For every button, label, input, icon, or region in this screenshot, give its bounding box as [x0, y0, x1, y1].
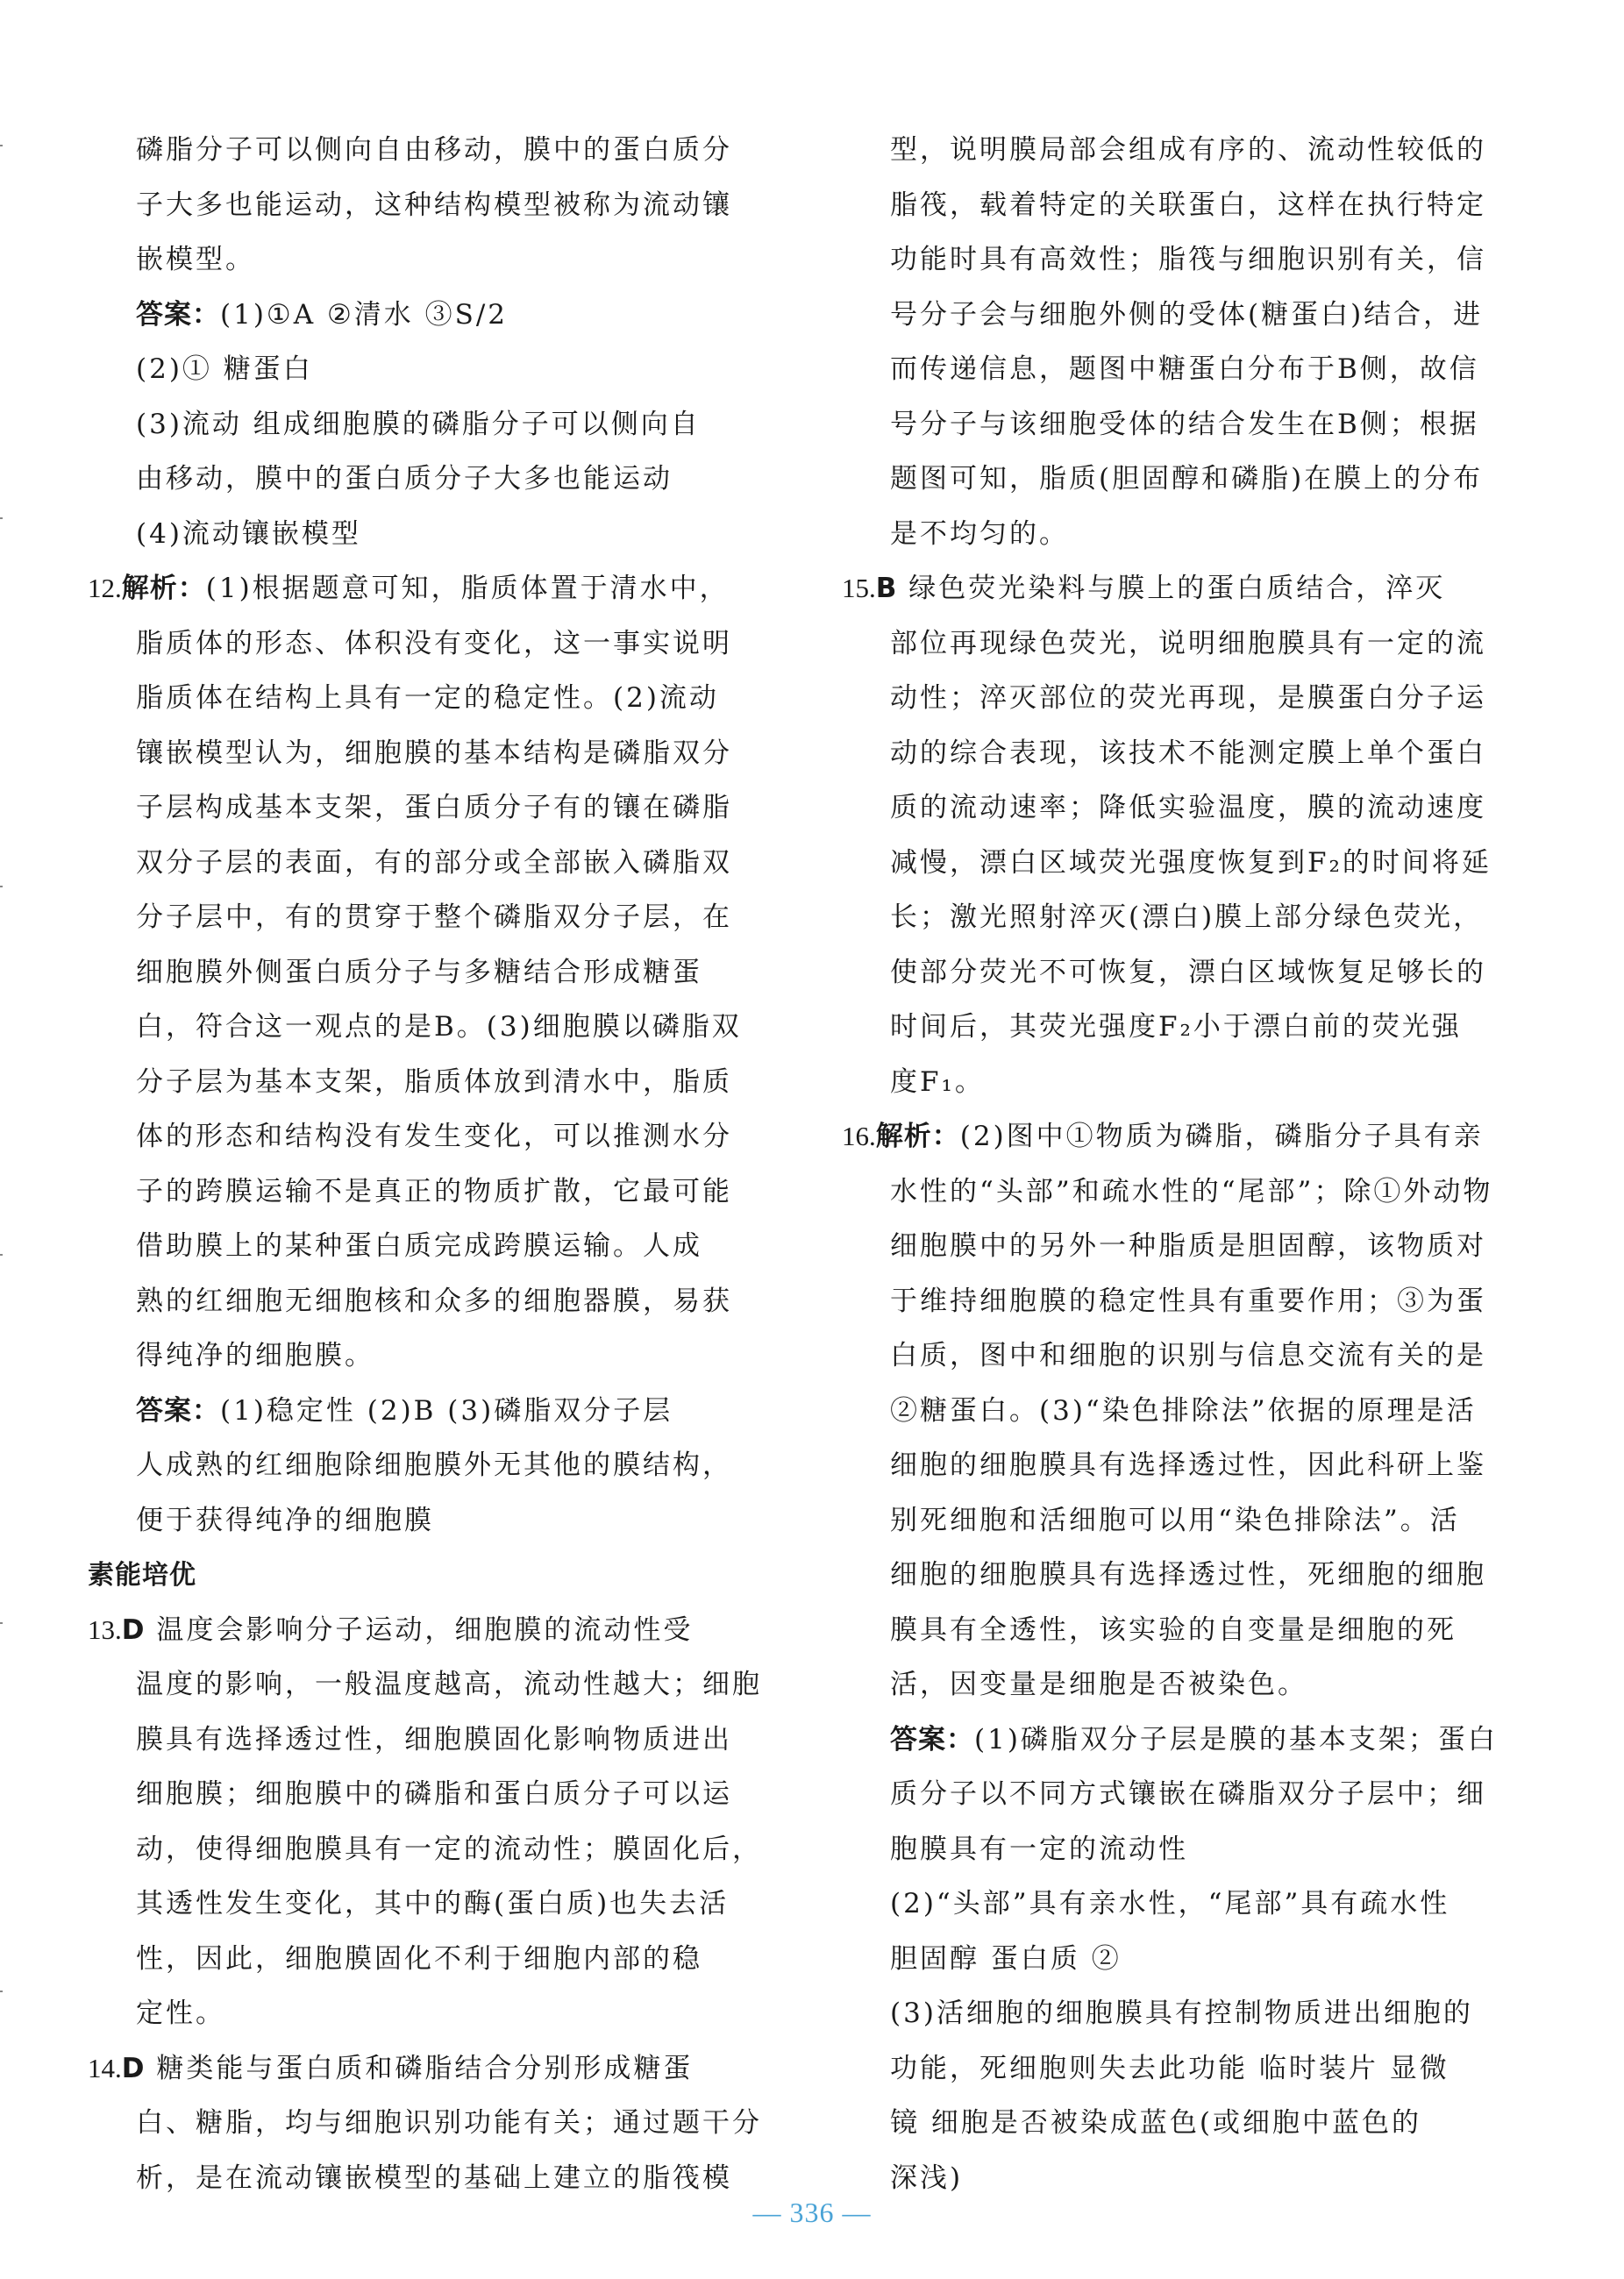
- text-line: [842, 1493, 1460, 1549]
- text-segment: 细胞膜；细胞膜中的磷脂和蛋白质分子可以运: [136, 1778, 732, 1810]
- text-line: [88, 1767, 732, 1822]
- text-line: [842, 1877, 1450, 1932]
- text-line: [88, 178, 732, 233]
- question-number: 13.: [88, 1613, 122, 1645]
- text-segment: 借助膜上的某种蛋白质完成跨膜运输。人成: [136, 1230, 702, 1262]
- text-segment: 胞膜具有一定的流动性: [890, 1833, 1188, 1865]
- text-segment: 度F₁。: [890, 1065, 985, 1098]
- text-line: [88, 561, 730, 616]
- left-column: [88, 123, 762, 2205]
- text-segment: (2)① 糖蛋白: [136, 353, 313, 385]
- text-segment: 而传递信息，题图中糖蛋白分布于B侧，故信: [890, 353, 1479, 385]
- text-line: [842, 1986, 1473, 2041]
- text-line: [88, 2096, 762, 2151]
- margin-mark: [0, 1991, 3, 1992]
- margin-mark: [0, 1254, 3, 1256]
- text-segment: 号分子会与细胞外侧的受体(糖蛋白)结合，进: [890, 298, 1484, 331]
- text-segment: 糖类能与蛋白质和磷脂结合分别形成糖蛋: [145, 2052, 694, 2084]
- text-segment: 便于获得纯净的细胞膜: [136, 1504, 434, 1536]
- text-segment: 动性；淬灭部位的荧光再现，是膜蛋白分子运: [890, 682, 1486, 714]
- text-line: [842, 1657, 1421, 1713]
- text-line: [88, 232, 719, 288]
- text-line: [88, 1274, 732, 1329]
- text-segment: (1)磷脂双分子层是膜的基本支架；蛋白: [974, 1723, 1498, 1756]
- text-segment: 子大多也能运动，这种结构模型被称为流动镶: [136, 189, 732, 221]
- text-segment: 温度的影响，一般温度越高，流动性越大；细胞: [136, 1669, 762, 1700]
- text-line: [88, 1548, 719, 1603]
- question-number: 12.: [88, 573, 122, 603]
- text-line: [88, 1109, 732, 1164]
- text-line: [842, 890, 1484, 945]
- text-segment: 温度会影响分子运动，细胞膜的流动性受: [145, 1613, 694, 1646]
- question-number: 14.: [88, 2052, 122, 2083]
- text-segment: 得纯净的细胞膜。: [136, 1340, 374, 1371]
- label: 解析：: [875, 1121, 960, 1152]
- text-segment: 细胞的细胞膜具有选择透过性，因此科研上鉴: [890, 1449, 1486, 1481]
- text-segment: (1)根据题意可知，脂质体置于清水中，: [205, 573, 730, 604]
- text-line: [88, 1822, 762, 1877]
- text-segment: 细胞膜中的另外一种脂质是胆固醇，该物质对: [890, 1230, 1486, 1262]
- text-segment: 动的综合表现，该技术不能测定膜上单个蛋白: [890, 737, 1486, 769]
- text-line: [842, 2041, 1449, 2097]
- text-line: [88, 1713, 732, 1768]
- text-line: [842, 1328, 1486, 1384]
- text-line: [88, 1877, 730, 1932]
- text-line: [88, 1603, 719, 1658]
- text-segment: 型，说明膜局部会组成有序的、流动性较低的: [890, 134, 1486, 166]
- text-line: [842, 288, 1484, 343]
- text-segment: 膜具有选择透过性，细胞膜固化影响物质进出: [136, 1723, 732, 1756]
- text-segment: 体的形态和结构没有发生变化，可以推测水分: [136, 1121, 732, 1152]
- text-segment: 分子层中，有的贯穿于整个磷脂双分子层，在: [136, 901, 732, 933]
- text-segment: 脂质体的形态、体积没有变化，这一事实说明: [136, 627, 732, 659]
- label: D: [121, 2052, 146, 2084]
- text-segment: 膜具有全透性，该实验的自变量是细胞的死: [890, 1613, 1457, 1646]
- text-line: [88, 836, 732, 891]
- text-line: [842, 342, 1479, 397]
- text-line: [88, 452, 719, 507]
- text-line: [88, 1438, 732, 1493]
- text-segment: 质分子以不同方式镶嵌在磷脂双分子层中；细: [890, 1778, 1486, 1810]
- text-segment: 是不均匀的。: [890, 517, 1069, 550]
- text-line: [842, 1055, 1421, 1110]
- label: B: [875, 573, 898, 604]
- text-line: [88, 123, 732, 178]
- text-line: [842, 780, 1486, 836]
- text-line: [842, 1822, 1421, 1877]
- margin-mark: [0, 886, 3, 887]
- page-number: — 336 —: [752, 2197, 872, 2228]
- text-line: [842, 1603, 1457, 1658]
- text-line: [88, 1493, 719, 1549]
- text-segment: 脂质体在结构上具有一定的稳定性。(2)流动: [136, 682, 719, 714]
- text-line: [88, 397, 719, 452]
- section-heading: 素能培优: [88, 1560, 196, 1591]
- text-segment: 部位再现绿色荧光，说明细胞膜具有一定的流: [890, 627, 1486, 659]
- text-segment: 细胞的细胞膜具有选择透过性，死细胞的细胞: [890, 1559, 1486, 1591]
- text-segment: 质的流动速率；降低实验温度，膜的流动速度: [890, 792, 1486, 823]
- text-segment: 别死细胞和活细胞可以用“染色排除法”。活: [890, 1504, 1460, 1536]
- text-segment: (1)①A ②清水 ③S/2: [220, 298, 508, 331]
- text-segment: 功能时具有高效性；脂筏与细胞识别有关，信: [890, 244, 1486, 275]
- text-segment: 镜 细胞是否被染成蓝色(或细胞中蓝色的: [890, 2107, 1421, 2139]
- label: D: [121, 1613, 146, 1646]
- text-line: [88, 2041, 719, 2097]
- text-segment: 号分子与该细胞受体的结合发生在B侧；根据: [890, 408, 1479, 440]
- text-line: [88, 1000, 742, 1055]
- text-segment: 白质，图中和细胞的识别与信息交流有关的是: [890, 1340, 1486, 1371]
- text-segment: ②糖蛋白。(3)“染色排除法”依据的原理是活: [890, 1394, 1477, 1427]
- text-line: [842, 561, 1446, 616]
- label: 解析：: [121, 573, 206, 604]
- text-segment: 子层构成基本支架，蛋白质分子有的镶在磷脂: [136, 792, 732, 823]
- text-line: [842, 452, 1484, 507]
- right-column: [842, 123, 1498, 2205]
- text-segment: 题图可知，脂质(胆固醇和磷脂)在膜上的分布: [890, 463, 1484, 495]
- text-segment: 嵌模型。: [136, 244, 255, 275]
- text-line: [88, 342, 719, 397]
- text-line: [842, 397, 1479, 452]
- text-segment: 白，符合这一观点的是B。(3)细胞膜以磷脂双: [136, 1011, 742, 1043]
- text-line: [88, 1055, 732, 1110]
- text-line: [842, 178, 1486, 233]
- text-line: [842, 123, 1486, 178]
- label: 答案：: [136, 298, 220, 331]
- text-segment: 时间后，其荧光强度F₂小于漂白前的荧光强: [890, 1011, 1462, 1043]
- text-line: [842, 1767, 1486, 1822]
- text-line: [842, 1219, 1486, 1274]
- text-segment: (3)流动 组成细胞膜的磷脂分子可以侧向自: [136, 408, 701, 440]
- text-segment: 双分子层的表面，有的部分或全部嵌入磷脂双: [136, 846, 732, 879]
- text-segment: 其透性发生变化，其中的酶(蛋白质)也失去活: [136, 1888, 730, 1919]
- label: 答案：: [890, 1723, 974, 1756]
- text-line: [88, 671, 719, 726]
- margin-mark: [0, 1622, 3, 1624]
- text-line: [842, 671, 1486, 726]
- text-line: [842, 945, 1486, 1001]
- text-line: [88, 945, 719, 1001]
- text-line: [88, 1932, 719, 1987]
- text-segment: 脂筏，载着特定的关联蛋白，这样在执行特定: [890, 189, 1486, 221]
- text-line: [88, 507, 719, 562]
- text-line: [88, 1657, 762, 1713]
- text-line: [842, 507, 1421, 562]
- text-line: [842, 1932, 1421, 1987]
- text-segment: 由移动，膜中的蛋白质分子大多也能运动: [136, 463, 673, 495]
- text-line: [88, 1328, 719, 1384]
- text-segment: (4)流动镶嵌模型: [136, 517, 361, 550]
- label: 答案：: [136, 1394, 220, 1427]
- text-segment: (2)“头部”具有亲水性，“尾部”具有疏水性: [890, 1888, 1450, 1919]
- text-segment: 使部分荧光不可恢复，漂白区域恢复足够长的: [890, 956, 1486, 988]
- text-line: [88, 1219, 719, 1274]
- text-segment: 长；激光照射淬灭(漂白)膜上部分绿色荧光，: [890, 901, 1484, 933]
- text-line: [88, 1986, 719, 2041]
- text-segment: 磷脂分子可以侧向自由移动，膜中的蛋白质分: [136, 134, 732, 166]
- text-segment: 白、糖脂，均与细胞识别功能有关；通过题干分: [136, 2107, 762, 2139]
- text-line: [88, 890, 732, 945]
- text-segment: 镶嵌模型认为，细胞膜的基本结构是磷脂双分: [136, 737, 732, 769]
- text-line: [88, 780, 732, 836]
- text-segment: 分子层为基本支架，脂质体放到清水中，脂质: [136, 1065, 732, 1098]
- text-segment: 胆固醇 蛋白质 ②: [890, 1942, 1122, 1975]
- text-segment: 活，因变量是细胞是否被染色。: [890, 1669, 1307, 1700]
- question-number: 16.: [842, 1121, 876, 1151]
- text-segment: 功能，死细胞则失去此功能 临时装片 显微: [890, 2052, 1449, 2084]
- text-segment: 细胞膜外侧蛋白质分子与多糖结合形成糖蛋: [136, 956, 702, 988]
- text-segment: 动，使得细胞膜具有一定的流动性；膜固化后，: [136, 1833, 762, 1865]
- text-segment: 人成熟的红细胞除细胞膜外无其他的膜结构，: [136, 1449, 732, 1481]
- text-segment: 于维持细胞膜的稳定性具有重要作用；③为蛋: [890, 1285, 1486, 1317]
- text-line: [842, 2096, 1421, 2151]
- text-line: [842, 232, 1486, 288]
- text-segment: 子的跨膜运输不是真正的物质扩散，它最可能: [136, 1175, 732, 1207]
- text-segment: 水性的“头部”和疏水性的“尾部”；除①外动物: [890, 1175, 1493, 1207]
- margin-mark: [0, 145, 3, 146]
- text-segment: (1)稳定性 (2)B (3)磷脂双分子层: [220, 1394, 673, 1427]
- text-segment: 析，是在流动镶嵌模型的基础上建立的脂筏模: [136, 2161, 732, 2194]
- text-line: [842, 1438, 1486, 1493]
- text-line: [88, 288, 719, 343]
- text-line: [842, 1548, 1486, 1603]
- text-segment: 熟的红细胞无细胞核和众多的细胞器膜，易获: [136, 1285, 732, 1317]
- text-line: [842, 616, 1486, 672]
- text-line: [842, 726, 1486, 781]
- text-segment: 绿色荧光染料与膜上的蛋白质结合，淬灭: [897, 573, 1446, 604]
- text-line: [842, 836, 1492, 891]
- text-line: [842, 1384, 1477, 1439]
- text-line: [88, 1384, 719, 1439]
- text-line: [842, 1274, 1486, 1329]
- margin-mark: [0, 517, 3, 519]
- text-line: [842, 1109, 1484, 1164]
- text-segment: 深浅): [890, 2161, 964, 2194]
- text-line: [842, 1164, 1493, 1220]
- text-segment: (3)活细胞的细胞膜具有控制物质进出细胞的: [890, 1998, 1473, 2029]
- text-line: [88, 726, 732, 781]
- text-segment: 减慢，漂白区域荧光强度恢复到F₂的时间将延: [890, 846, 1492, 879]
- text-line: [842, 1713, 1498, 1768]
- text-segment: (2)图中①物质为磷脂，磷脂分子具有亲: [959, 1121, 1484, 1152]
- text-line: [88, 1164, 732, 1220]
- text-segment: 性，因此，细胞膜固化不利于细胞内部的稳: [136, 1942, 702, 1975]
- text-segment: 定性。: [136, 1998, 225, 2029]
- question-number: 15.: [842, 573, 876, 603]
- text-line: [842, 1000, 1462, 1055]
- text-line: [88, 616, 732, 672]
